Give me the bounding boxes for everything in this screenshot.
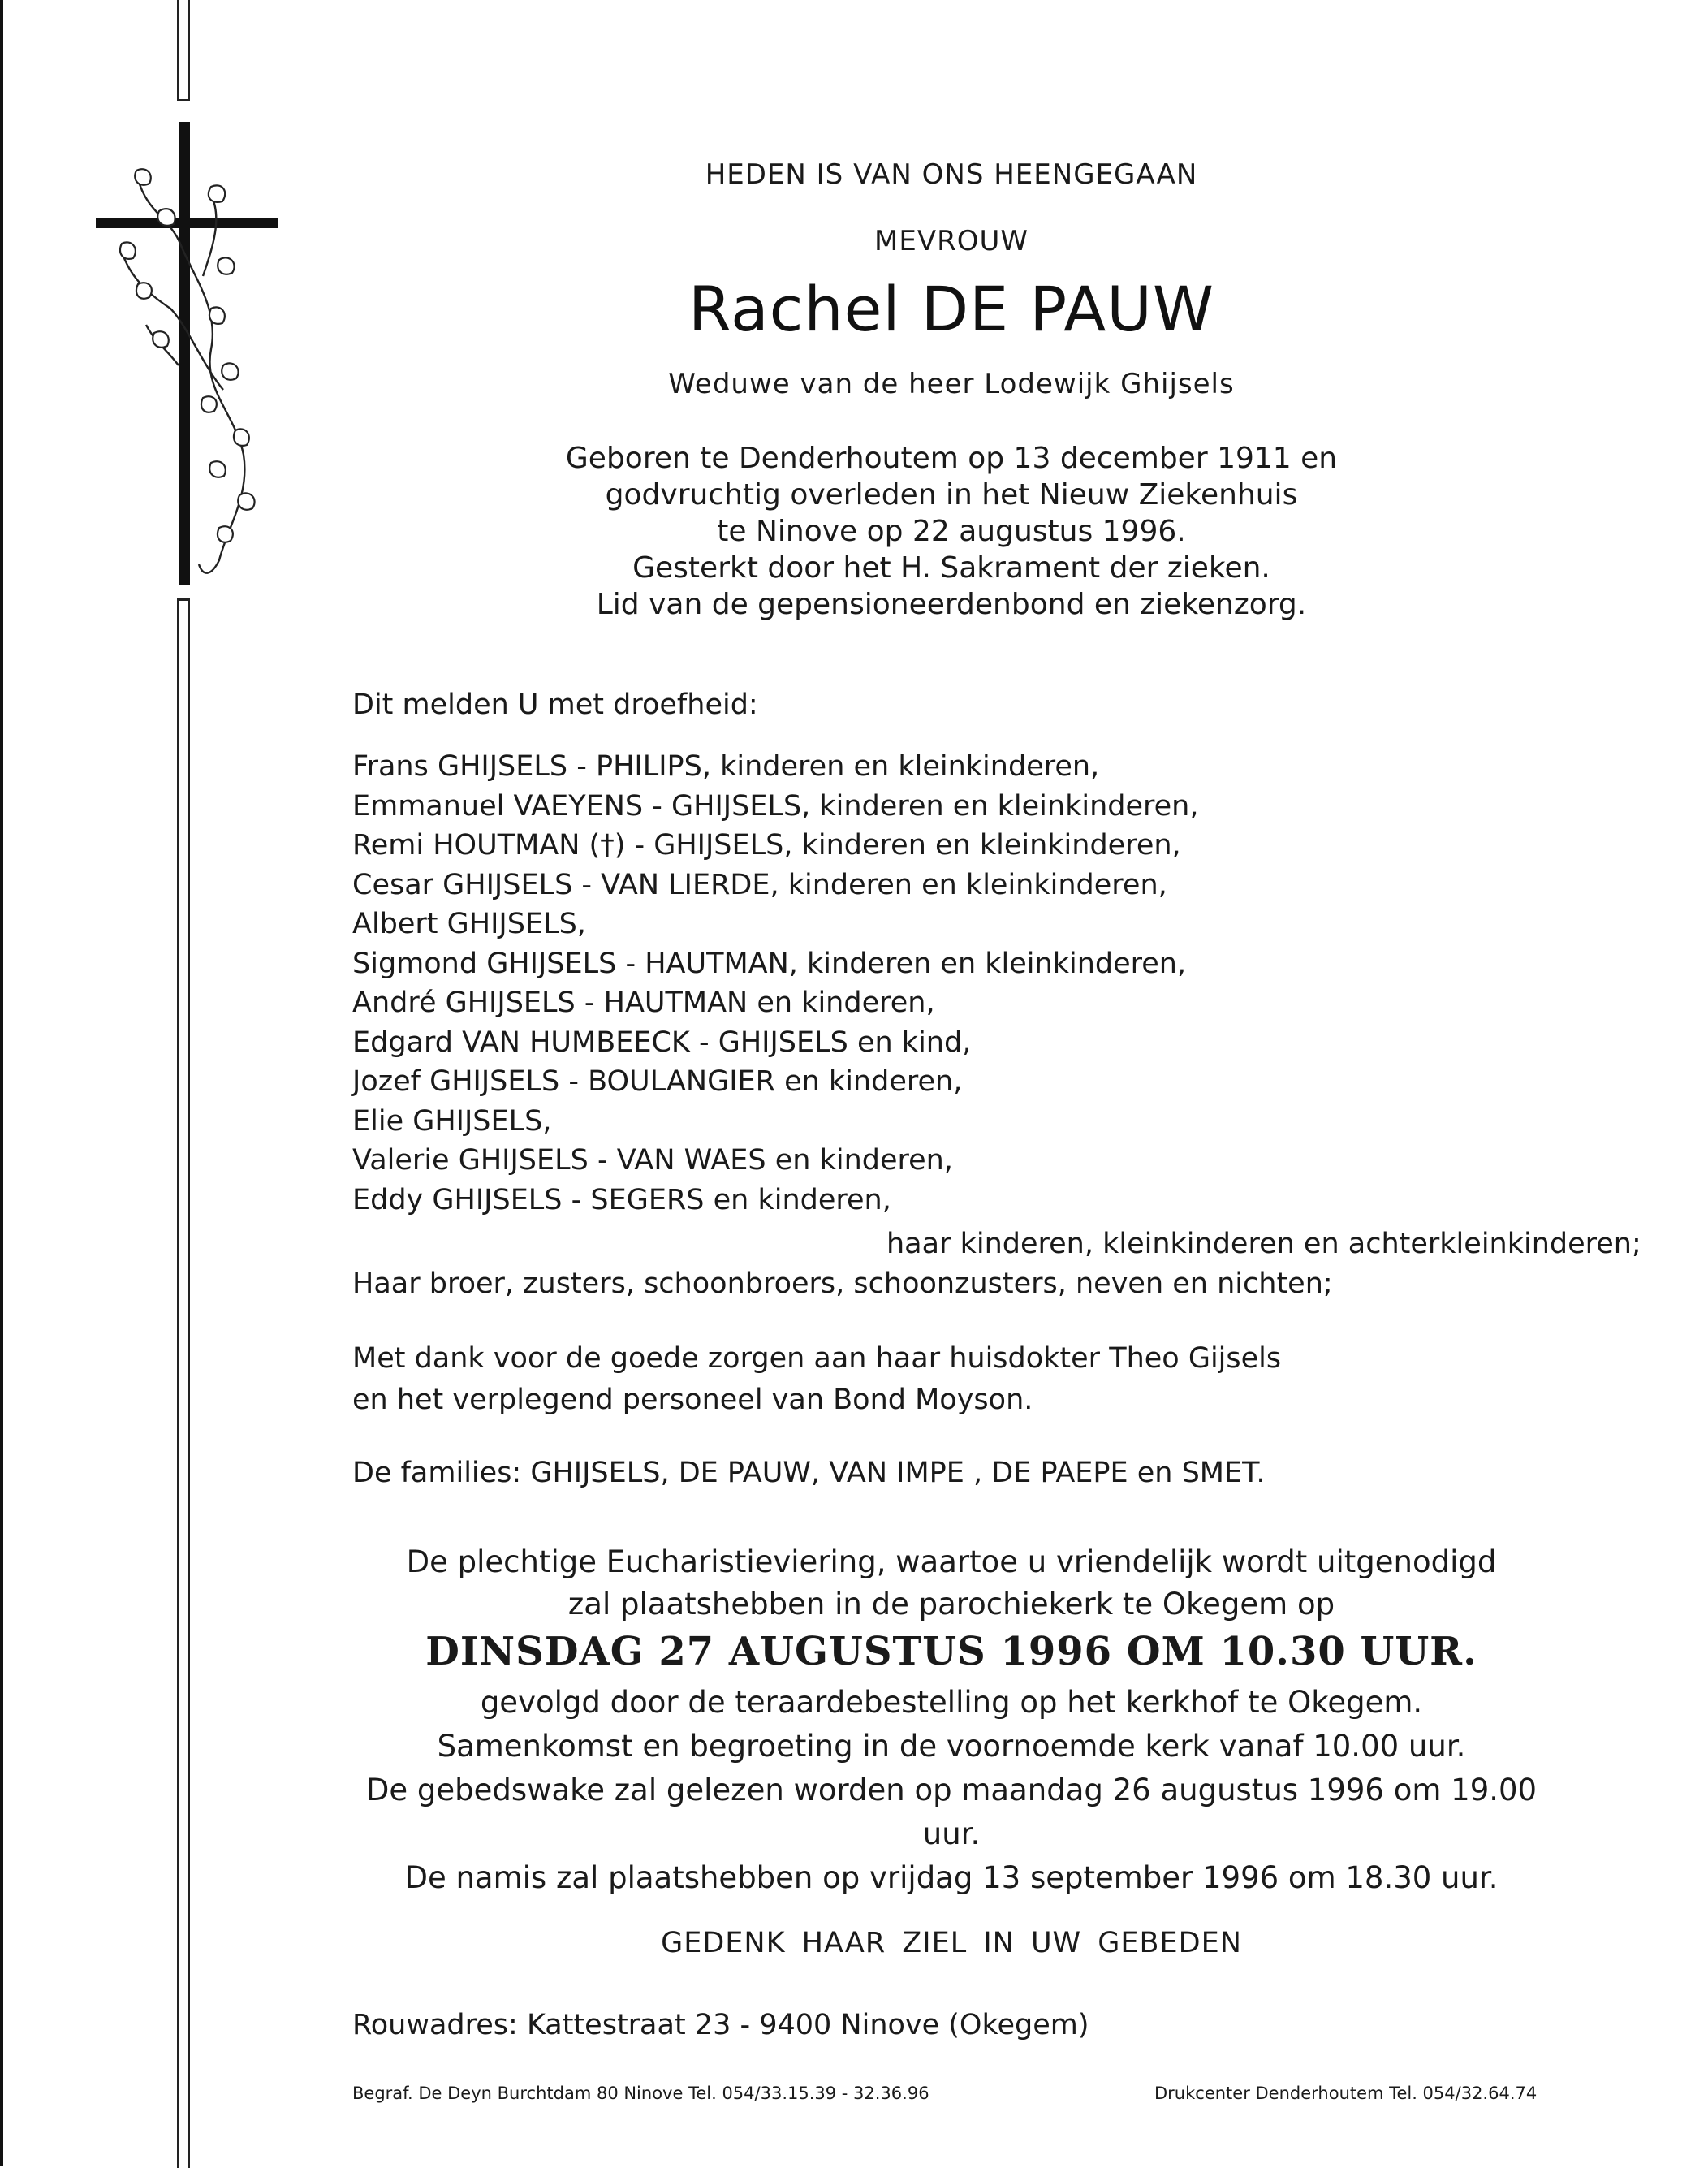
family-list (352, 747, 1198, 1220)
notice-title: MEVROUW (874, 225, 1029, 257)
service-detail-line: De gebedswake zal gelezen worden op maandag 26 augustus 1996 om 19.00 uur. (365, 1773, 1538, 1851)
bio-line: Geboren te Denderhoutem op 13 december 1911 en (565, 442, 1338, 475)
border-rail-top (177, 0, 190, 101)
deceased-name: Rachel DE PAUW (688, 273, 1215, 345)
list-item: Cesar GHIJSELS - VAN LIERDE, kinderen en kleinkinderen, (352, 868, 1167, 901)
list-item: Valerie GHIJSELS - VAN WAES en kinderen, (352, 1144, 953, 1177)
prayer-line: GEDENK HAAR ZIEL IN UW GEBEDEN (661, 1927, 1242, 1959)
list-item: Eddy GHIJSELS - SEGERS en kinderen, (352, 1183, 891, 1216)
cross-with-vine-icon (89, 122, 284, 585)
bio-line: Gesterkt door het H. Sakrament der zieken. (632, 551, 1270, 585)
service-block (349, 1541, 1554, 1626)
bio-line: te Ninove op 22 augustus 1996. (717, 515, 1186, 548)
families-line: De families: GHIJSELS, DE PAUW, VAN IMPE , DE PAEPE en SMET. (352, 1457, 1266, 1489)
bio-line: godvruchtig overleden in het Nieuw Ziekenhuis (605, 478, 1298, 512)
list-item: Edgard VAN HUMBEECK - GHIJSELS en kind, (352, 1026, 972, 1059)
service-line: De plechtige Eucharistieviering, waartoe u vriendelijk wordt uitgenodigd (406, 1544, 1497, 1579)
service-detail-line: gevolgd door de teraardebestelling op het kerkhof te Okegem. (480, 1685, 1423, 1720)
thanks-line: Met dank voor de goede zorgen aan haar huisdokter Theo Gijsels (352, 1342, 1282, 1375)
mourning-address: Rouwadres: Kattestraat 23 - 9400 Ninove (Okegem) (352, 2009, 1089, 2041)
page-edge (0, 0, 3, 2166)
family-summary: haar kinderen, kleinkinderen en achterkleinkinderen; (886, 1228, 1641, 1260)
bio-block (349, 440, 1554, 623)
notice-heading: HEDEN IS VAN ONS HEENGEGAAN (705, 158, 1198, 191)
service-detail-line: De namis zal plaatshebben op vrijdag 13 september 1996 om 18.30 uur. (404, 1860, 1499, 1895)
list-item: Albert GHIJSELS, (352, 908, 586, 940)
thanks-line: en het verplegend personeel van Bond Moyson. (352, 1384, 1033, 1416)
footer-funeral-home: Begraf. De Deyn Burchtdam 80 Ninove Tel. 054/33.15.39 - 32.36.96 (352, 2084, 929, 2103)
service-details (349, 1681, 1554, 1900)
list-item: Sigmond GHIJSELS - HAUTMAN, kinderen en kleinkinderen, (352, 947, 1187, 980)
thanks-block (352, 1338, 1281, 1421)
list-item: Jozef GHIJSELS - BOULANGIER en kinderen, (352, 1065, 963, 1098)
relatives: Haar broer, zusters, schoonbroers, schoonzusters, neven en nichten; (352, 1268, 1333, 1300)
list-item: Frans GHIJSELS - PHILIPS, kinderen en kleinkinderen, (352, 750, 1100, 783)
bio-line: Lid van de gepensioneerdenbond en ziekenzorg. (596, 588, 1307, 621)
list-item: André GHIJSELS - HAUTMAN en kinderen, (352, 987, 935, 1019)
list-item: Elie GHIJSELS, (352, 1104, 552, 1138)
widow-of: Weduwe van de heer Lodewijk Ghijsels (668, 368, 1235, 400)
border-rail-bottom (177, 598, 190, 2168)
footer-printer: Drukcenter Denderhoutem Tel. 054/32.64.74 (1154, 2084, 1538, 2103)
announcement-intro: Dit melden U met droefheid: (352, 689, 758, 721)
service-line: zal plaatshebben in de parochiekerk te Okegem op (567, 1587, 1335, 1622)
service-date: DINSDAG 27 AUGUSTUS 1996 OM 10.30 UUR. (425, 1629, 1477, 1674)
list-item: Emmanuel VAEYENS - GHIJSELS, kinderen en kleinkinderen, (352, 789, 1199, 823)
list-item: Remi HOUTMAN (†) - GHIJSELS, kinderen en kleinkinderen, (352, 829, 1181, 862)
service-detail-line: Samenkomst en begroeting in de voornoemde kerk vanaf 10.00 uur. (437, 1729, 1466, 1764)
